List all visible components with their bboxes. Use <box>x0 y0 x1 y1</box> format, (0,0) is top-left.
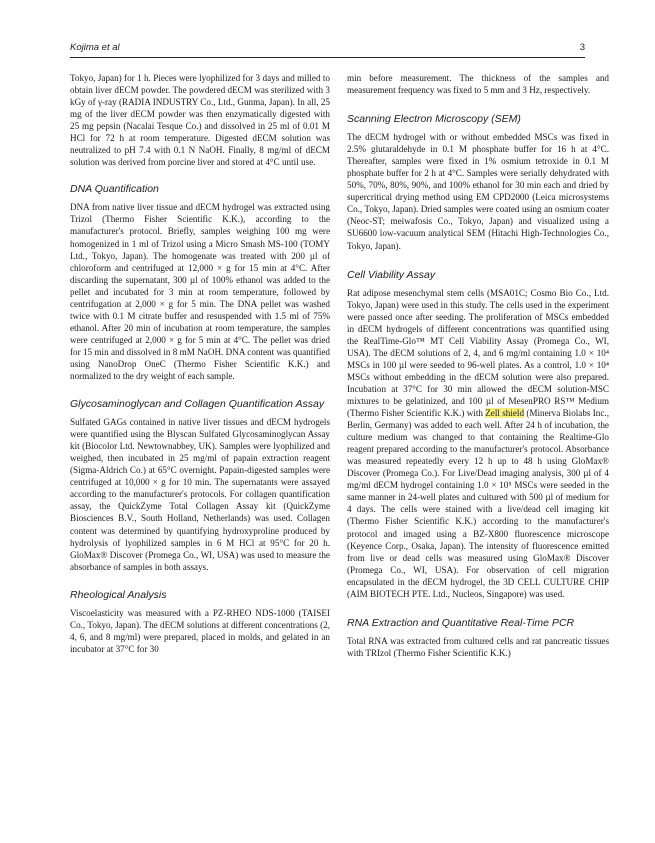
cell-viability-paragraph <box>347 287 609 600</box>
cv-text-part2: (Minerva Biolabs Inc., Berlin, Germany) was added to each well. After 24 h of incubation, the culture medium was changed to that containing the Realtime-Glo reagent prepared according to the manufacturer's protocol. Absorbance was measured repeatedly every 12 h up to 48 h using GloMax® Discover (Promega Co.). For Live/Dead imaging analysis, 300 µl of 4 mg/ml dECM hydrogel containing 1.0 × 10⁵ MSCs were seeded in the same manner in 24-well plates and cultured with 500 µl of medium for 4 days. The cells were stained with a live/dead cell imaging kit (Thermo Fisher Scientific K.K.) according to the manufacturer's protocol and imaged using a BZ-X800 fluorescence microscope (Keyence Corp., Osaka, Japan). The intensity of fluorescence emitted from live or dead cells was measured using GloMax® Discover (Promega Co., WI, USA). For observation of cell migration encapsulated in the dECM hydrogel, the 3D CELL CULTURE CHIP (AIM BIOTECH PTE. Ltd., Nucleos, Singapore) was used. <box>347 408 609 599</box>
rna-paragraph: Total RNA was extracted from cultured cells and rat pancreatic tissues with TRIzol (Thermo Fisher Scientific K.K.) <box>347 635 609 658</box>
dna-heading: DNA Quantification <box>70 183 159 196</box>
gag-paragraph: Sulfated GAGs contained in native liver tissues and dECM hydrogels were quantified using the Blyscan Sulfated Glycosaminoglycan Assay kit (Biocolor Ltd. Newtownabbey, UK). Samples were lyophilized and weighed, then incubated in 25 mg/ml of papain extraction reagent (Sigma-Aldrich Co.) at 65°C overnight. Papain-digested samples were centrifuged at 10,000 × g for 10 min. The supernatants were assayed according to the manufacturer's protocols. For collagen quantification assay, the QuickZyme Total Collagen Assay kit (QuickZyme Biosciences B.V., South Holland, Netherlands) was used. Collagen content was determined by quantifying hydroxyproline produced by hydrolysis of lyophilized samples in 6 M HCl at 95°C for 20 h. GloMax® Discover (Promega Co., WI, USA) was used to measure the absorbance of samples in both assays. <box>70 417 330 572</box>
right-column <box>347 72 609 659</box>
continued-paragraph: min before measurement. The thickness of the samples and measurement frequency was fixed to 5 mm and 3 Hz, respectively. <box>347 73 609 96</box>
rheo-heading: Rheological Analysis <box>70 588 167 601</box>
cv-text-part1: Rat adipose mesenchymal stem cells (MSA01C; Cosmo Bio Co., Ltd. Tokyo, Japan) were used in this study. The cells used in the experiment were passed once after seeding. The proliferation of MSCs embedded in dECM hydrogels of different concentrations was quantified using the RealTime-Glo™ MT Cell Viability Assay (Promega Co., WI, USA). The dECM solutions of 2, 4, and 6 mg/ml containing 1.0 × 10⁴ MSCs in 100 µl were seeded to 96-well plates. As a control, 1.0 × 10⁴ MSCs without embedding in the dECM solution were also prepared. Incubation at 37°C for 30 min allowed the dECM solution-MSC mixtures to be gelatinized, and 100 µl of MesenPRO RS™ Medium (Thermo Fisher Scientific K.K.) with <box>347 287 609 419</box>
intro-paragraph: Tokyo, Japan) for 1 h. Pieces were lyophilized for 3 days and milled to obtain liver dECM powder. The powdered dECM was sterilized with 3 kGy of γ-ray (RADIA INDUSTRY Co., Ltd., Gunma, Japan). In all, 25 mg of the liver dECM powder was then enzymatically digested with 25 mg pepsin (Nacalai Tesque Co.) and dissolved in 25 ml of 0.01 M HCl for 72 h at room temperature. Digested dECM solution was neutralized to pH 7.4 with 0.1 N NaOH. Finally, 8 mg/ml of dECM solution was derived from porcine liver and stored at 4°C until use. <box>70 73 330 168</box>
rna-heading: RNA Extraction and Quantitative Real-Time PCR <box>347 616 575 629</box>
dna-paragraph: DNA from native liver tissue and dECM hydrogel was extracted using Trizol (Thermo Fisher Scientific K.K.), according to the manufacturer's protocol. Briefly, samples weighing 100 mg were homogenized in 1 ml of Trizol using a Micro Smash MS-100 (TOMY Ltd., Tokyo, Japan). The homogenate was treated with 200 µl of chloroform and centrifuged at 12,000 × g for 15 min at 4°C. After discarding the supernatant, 300 µl of 100% ethanol was added to the pellet and incubated for 3 min at room temperature, followed by centrifugation at 2,000 × g for 5 min. The DNA pellet was washed twice with 0.1 M citrate buffer and resuspended with 1.5 ml of 75% ethanol. After 20 min of incubation at room temperature, the samples were centrifuged at 2,000 × g for 5 min at 4°C. The pellet was dried for 15 min and dissolved in 8 mM NaOH. DNA content was quantified using NanoDrop OneC (Thermo Fisher Scientific K.K.) and normalized to the dry weight of each sample. <box>70 202 330 382</box>
running-header <box>70 42 585 53</box>
cell-viability-heading: Cell Viability Assay <box>347 268 436 281</box>
highlighted-text[interactable]: Zell shield <box>485 408 525 419</box>
rheo-paragraph: Viscoelasticity was measured with a PZ-RHEO NDS-1000 (TAISEI Co., Tokyo, Japan). The dECM solutions at different concentrations (2, 4, 6, and 8 mg/ml) were prepared, placed in molds, and gelated in an incubator at 37°C for 30 <box>70 607 330 654</box>
gag-heading: Glycosaminoglycan and Collagen Quantification Assay <box>70 398 325 411</box>
header-rule <box>70 57 585 58</box>
running-title: Kojima et al <box>70 42 120 53</box>
left-column <box>70 72 330 655</box>
sem-paragraph: The dECM hydrogel with or without embedded MSCs was fixed in 2.5% glutaraldehyde in 0.1 M phosphate buffer for 16 h at 4°C. Thereafter, samples were fixed in 1% osmium tetroxide in 0.1 M phosphate buffer for 2 h at 4°C. Samples were serially dehydrated with 50%, 70%, 80%, 90%, and 100% ethanol for 30 min each and dried by supercritical drying method using EM CPD2000 (Leica microsystems Co., Tokyo, Japan). Dried samples were coated using an osmium coater (Neoc-ST; meiwafosis Co., Tokyo, Japan) and visualized using a SU6600 low-vacuum analytical SEM (Hitachi High-Technologies Co., Tokyo, Japan). <box>347 132 609 251</box>
sem-heading: Scanning Electron Microscopy (SEM) <box>347 113 521 126</box>
page-number: 3 <box>579 42 585 53</box>
